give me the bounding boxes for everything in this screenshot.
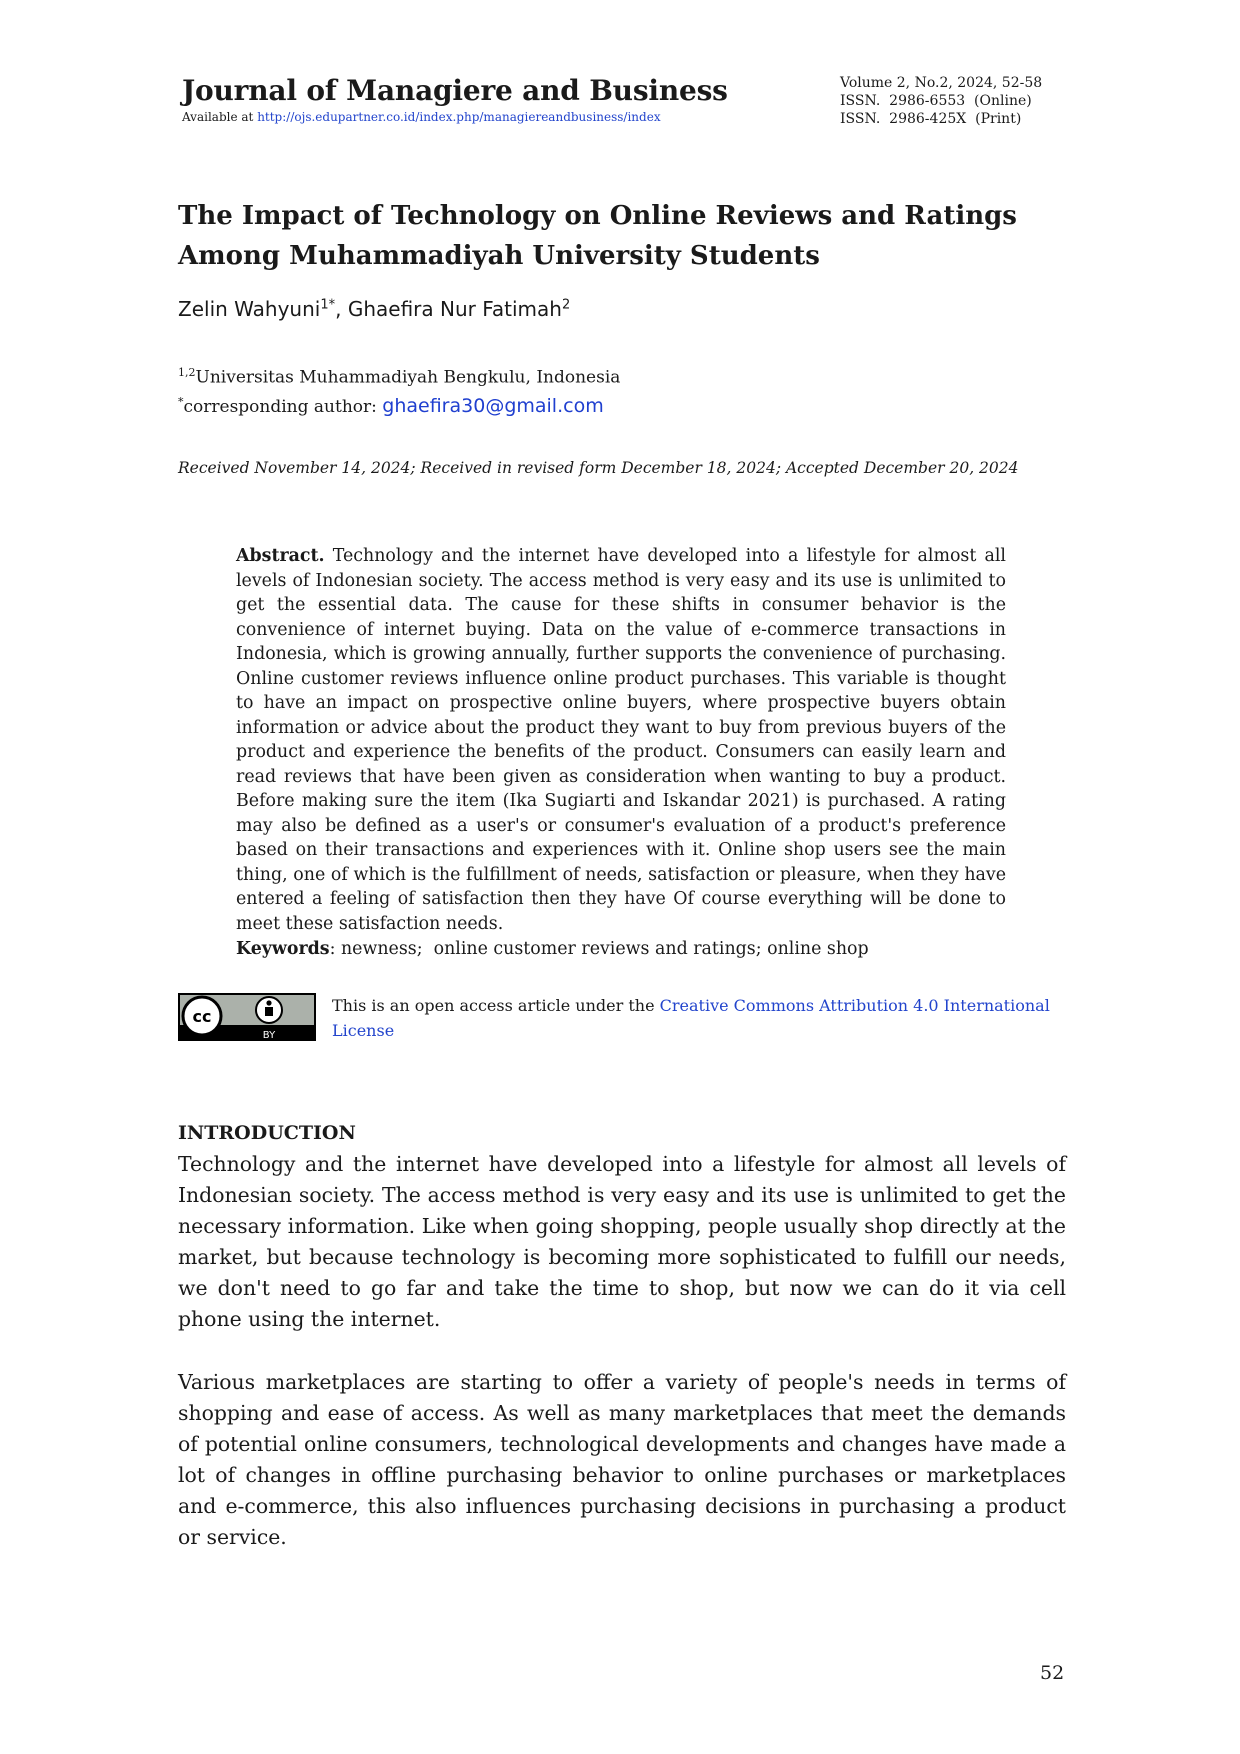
affiliation-text: Universitas Muhammadiyah Bengkulu, Indonesia: [195, 367, 621, 388]
introduction-heading: INTRODUCTION: [178, 1122, 356, 1144]
keywords: [236, 939, 1036, 959]
page-number: 52: [1040, 1662, 1065, 1684]
license-notice: [332, 993, 1052, 1043]
license-text: This is an open access article under the: [332, 996, 660, 1015]
available-label: Available at: [182, 110, 254, 124]
author-name: Zelin Wahyuni: [178, 297, 321, 321]
abstract: [236, 544, 1006, 936]
corresponding-author: [178, 395, 604, 417]
author-name: Ghaefira Nur Fatimah: [347, 297, 562, 321]
volume-line: Volume 2, No.2, 2024, 52-58: [840, 75, 1043, 91]
author-superscript: 2: [561, 297, 571, 313]
journal-title: Journal of Managiere and Business: [182, 74, 728, 107]
cc-badge-text: cc: [192, 1007, 212, 1026]
author-list: [178, 297, 570, 321]
keywords-text: : newness; online customer reviews and ratings; online shop: [329, 939, 869, 959]
author-separator: ,: [335, 297, 348, 321]
corresponding-email-link[interactable]: ghaefira30@gmail.com: [382, 395, 604, 417]
affiliation-superscript: 1,2: [178, 366, 196, 379]
by-badge-text: BY: [262, 1030, 276, 1041]
introduction-paragraph: Technology and the internet have developed into a lifestyle for almost all levels of Indonesian society. The access method is very easy and its use is unlimited to get the necessary information. Like when going shopping, people usually shop directly at the market, but because technology is becoming more sophisticated to fulfill our needs, we don't need to go far and take the time to shop, but now we can do it via cell phone using the internet.: [178, 1152, 1066, 1331]
corresponding-superscript: *: [178, 395, 184, 409]
keywords-label: Keywords: [236, 939, 330, 959]
issn-print: ISSN. 2986-425X (Print): [840, 111, 1022, 127]
author-superscript: 1*: [320, 297, 336, 313]
license-link[interactable]: Creative Commons Attribution 4.0 International License: [332, 996, 1050, 1040]
journal-availability: [182, 110, 661, 124]
volume-info: [840, 74, 1042, 128]
paper-title: The Impact of Technology on Online Reviews and Ratings Among Muhammadiyah University Students: [178, 201, 1017, 271]
received-dates: Received November 14, 2024; Received in revised form December 18, 2024; Accepted December 20, 2024: [178, 459, 1019, 477]
issn-online: ISSN. 2986-6553 (Online): [840, 93, 1032, 109]
abstract-label: Abstract.: [236, 546, 325, 566]
corresponding-label: corresponding author:: [183, 397, 383, 417]
affiliation: [178, 366, 620, 388]
cc-by-license-badge[interactable]: [178, 993, 316, 1041]
introduction-paragraph: Various marketplaces are starting to offer a variety of people's needs in terms of shopping and ease of access. As well as many marketplaces that meet the demands of potential online consumers, technological developments and changes have made a lot of changes in offline purchasing behavior to online purchases or marketplaces and e-commerce, this also influences purchasing decisions in purchasing a product or service.: [178, 1370, 1066, 1549]
abstract-text: Technology and the internet have developed into a lifestyle for almost all levels of Indonesian society. The access method is very easy and its use is unlimited to get the essential data. The cause for these shifts in consumer behavior is the convenience of internet buying. Data on the value of e-commerce transactions in Indonesia, which is growing annually, further supports the convenience of purchasing. Online customer reviews influence online product purchases. This variable is thought to have an impact on prospective online buyers, where prospective buyers obtain information or advice about the product they want to buy from previous buyers of the product and experience the benefits of the product. Consumers can easily learn and read reviews that have been given as consideration when wanting to buy a product. Before making sure the item (Ika Sugiarti and Iskandar 2021) is purchased. A rating may also be defined as a user's or consumer's evaluation of a product's preference based on their transactions and experiences with it. Online shop users see the main thing, one of which is the fulfillment of needs, satisfaction or pleasure, when they have entered a feeling of satisfaction then they have Of course everything will be done to meet these satisfaction needs.: [236, 546, 1006, 934]
journal-url-link[interactable]: http://ojs.edupartner.co.id/index.php/managiereandbusiness/index: [257, 110, 661, 124]
